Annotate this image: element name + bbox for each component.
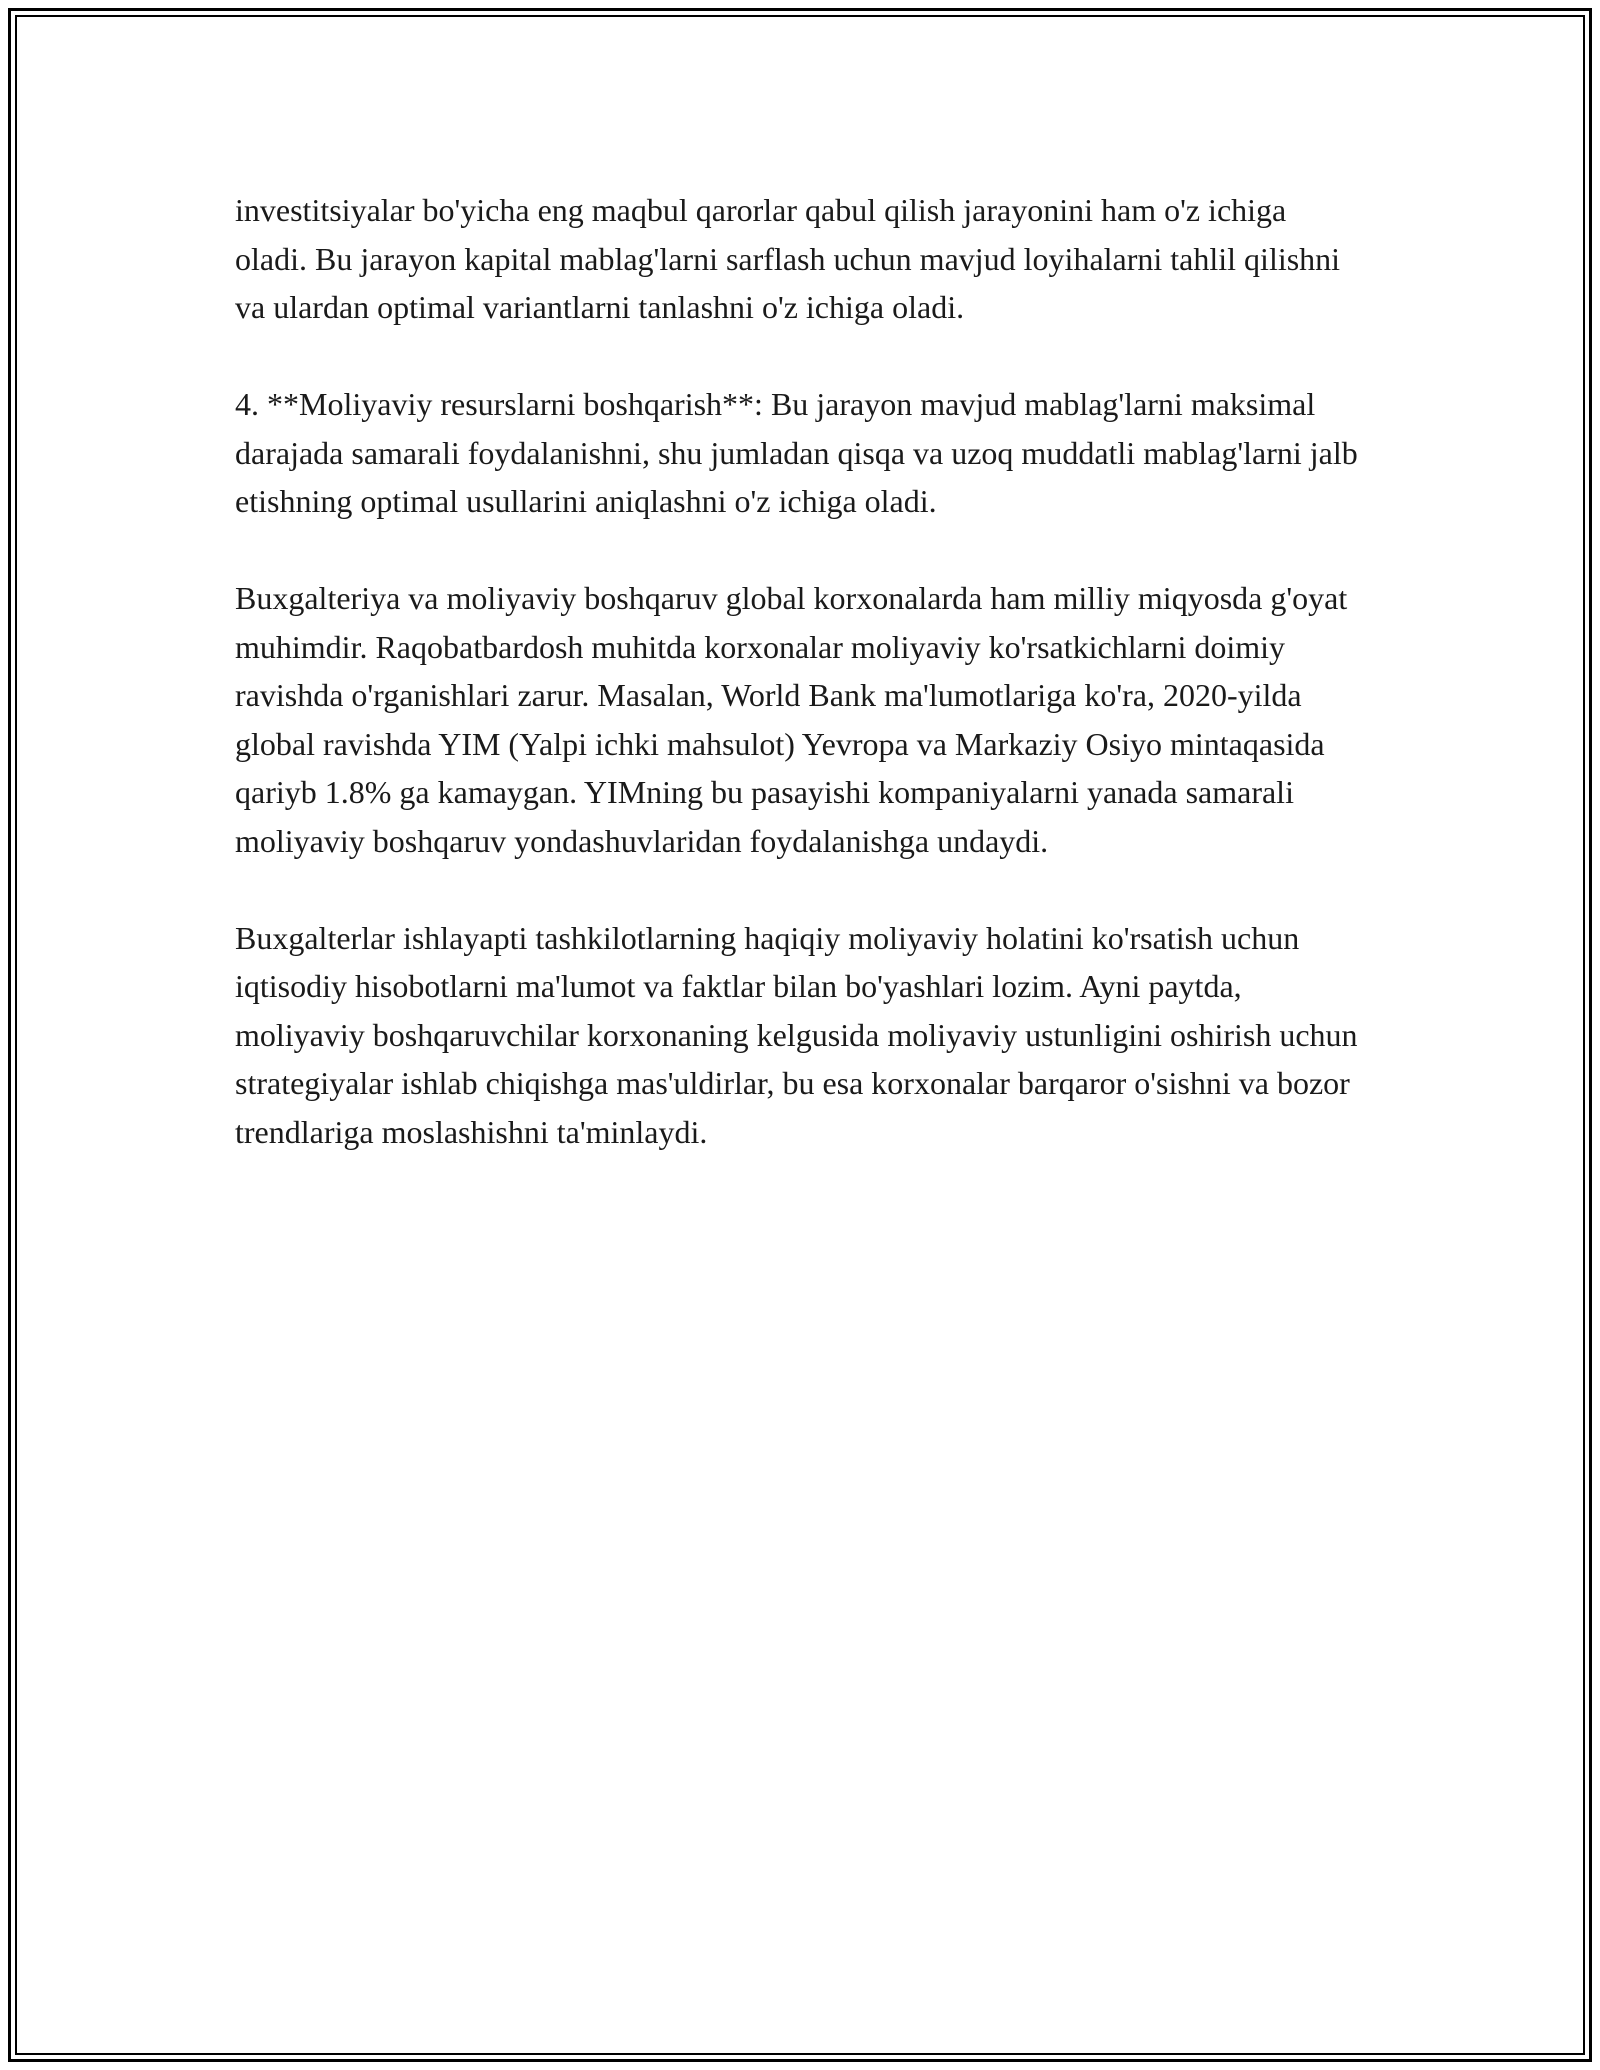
document-body — [235, 186, 1365, 1205]
paragraph-investments: investitsiyalar bo'yicha eng maqbul qarorlar qabul qilish jarayonini ham o'z ichiga oladi. Bu jarayon kapital mablag'larni sarflash uchun mavjud loyihalarni tahlil qilishni va ulardan optimal variantlarni tanlashni o'z ichiga oladi. — [235, 192, 1341, 325]
paragraph-accountants-role: Buxgalterlar ishlayapti tashkilotlarning haqiqiy moliyaviy holatini ko'rsatish uchun iqtisodiy hisobotlarni ma'lumot va faktlar bilan bo'yashlari lozim. Ayni paytda, moliyaviy boshqaruvchilar korxonaning kelgusida moliyaviy ustunligini oshirish uchun strategiyalar ishlab chiqishga mas'uldirlar, bu esa korxonalar barqaror o'sishni va bozor trendlariga moslashishni ta'minlaydi. — [235, 919, 1358, 1150]
paragraph-financial-resources: 4. **Moliyaviy resurslarni boshqarish**: Bu jarayon mavjud mablag'larni maksimal darajada samarali foydalanishni, shu jumladan qisqa va uzoq muddatli mablag'larni jalb etishning optimal usullarini aniqlashni o'z ichiga oladi. — [235, 386, 1358, 519]
paragraph-global-importance: Buxgalteriya va moliyaviy boshqaruv global korxonalarda ham milliy miqyosda g'oyat muhimdir. Raqobatbardosh muhitda korxonalar moliyaviy ko'rsatkichlarni doimiy ravishda o'rganishlari zarur. Masalan, World Bank ma'lumotlariga ko'ra, 2020-yilda global ravishda YIM (Yalpi ichki mahsulot) Yevropa va Markaziy Osiyo mintaqasida qariyb 1.8% ga kamaygan. YIMning bu pasayishi kompaniyalarni yanada samarali moliyaviy boshqaruv yondashuvlaridan foydalanishga undaydi. — [235, 580, 1348, 859]
